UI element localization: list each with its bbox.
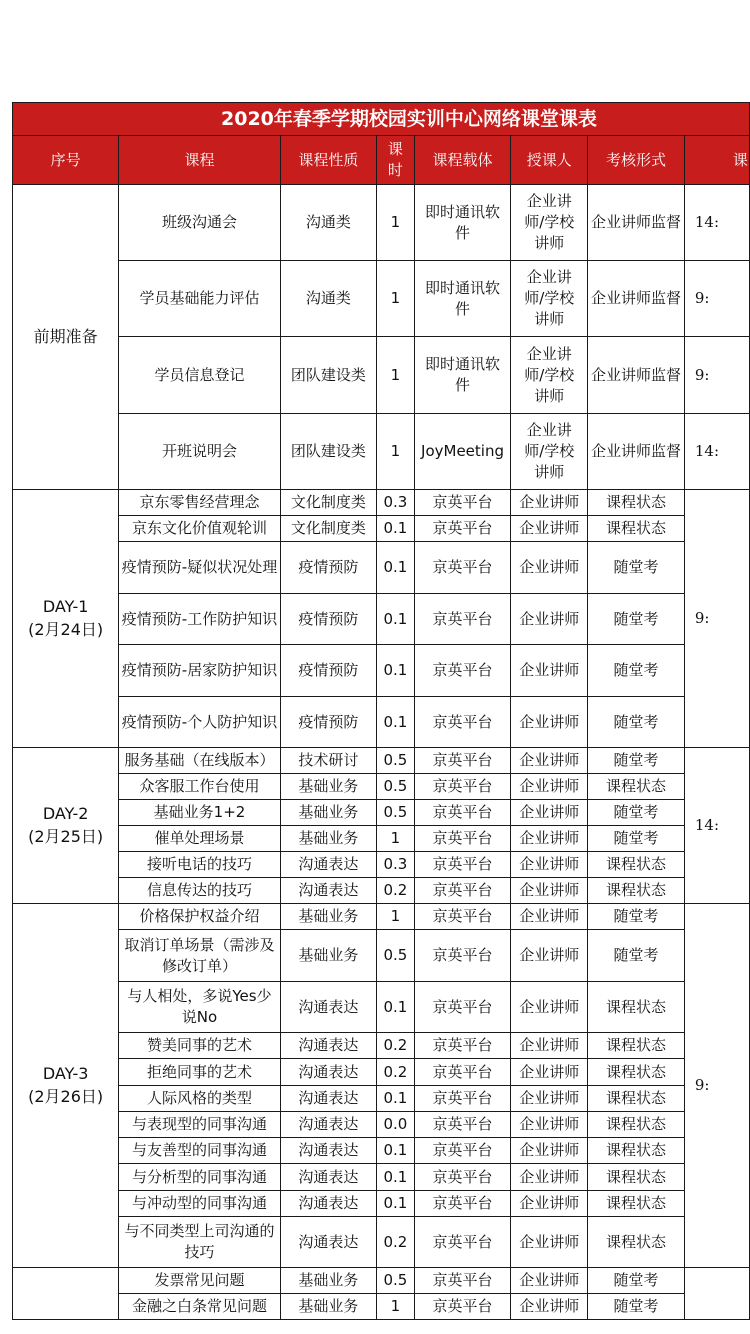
table-row [13, 878, 750, 904]
carrier-cell: 京英平台 [414, 1033, 511, 1059]
teacher-cell: 企业讲师 [511, 542, 588, 594]
exam-cell: 企业讲师监督 [588, 414, 685, 490]
group-label: DAY-3 [42, 1064, 89, 1084]
hours-cell: 0.1 [377, 516, 415, 542]
teacher-cell: 企业讲师 [511, 904, 588, 930]
teacher-cell: 企业讲师 [511, 1059, 588, 1086]
table-row [13, 542, 750, 594]
header-carrier: 课程载体 [414, 136, 511, 185]
group-date: (2月26日) [28, 1086, 104, 1106]
exam-cell: 随堂考 [588, 748, 685, 774]
hours-cell: 0.1 [377, 697, 415, 748]
exam-cell: 课程状态 [588, 878, 685, 904]
group-label: DAY-1 [42, 597, 89, 617]
carrier-cell: 京英平台 [414, 516, 511, 542]
exam-cell: 随堂考 [588, 542, 685, 594]
table-row [13, 774, 750, 800]
teacher-cell: 企业讲师/学校讲师 [511, 185, 588, 261]
course-cell: 京东文化价值观轮训 [119, 516, 280, 542]
exam-cell: 随堂考 [588, 800, 685, 826]
exam-cell: 课程状态 [588, 1217, 685, 1268]
nature-cell: 基础业务 [280, 930, 376, 982]
course-cell: 与分析型的同事沟通 [119, 1164, 280, 1191]
hours-cell: 0.2 [377, 1059, 415, 1086]
nature-cell: 沟通表达 [280, 852, 376, 878]
exam-cell: 随堂考 [588, 826, 685, 852]
exam-cell: 课程状态 [588, 1059, 685, 1086]
teacher-cell: 企业讲师 [511, 852, 588, 878]
carrier-cell: 京英平台 [414, 645, 511, 697]
carrier-cell: 即时通讯软件 [414, 261, 511, 337]
nature-cell: 疫情预防 [280, 697, 376, 748]
group-date: (2月24日) [28, 619, 104, 639]
exam-cell: 随堂考 [588, 1268, 685, 1294]
schedule-table [12, 102, 750, 1320]
course-cell: 金融之白条常见问题 [119, 1294, 280, 1320]
group-label: DAY-2 [42, 804, 89, 824]
group-label-cell [13, 1268, 119, 1320]
table-row [13, 904, 750, 930]
nature-cell: 沟通表达 [280, 1059, 376, 1086]
hours-cell: 0.5 [377, 748, 415, 774]
table-row [13, 1191, 750, 1217]
nature-cell: 文化制度类 [280, 490, 376, 516]
nature-cell: 沟通类 [280, 185, 376, 261]
table-row [13, 1268, 750, 1294]
teacher-cell: 企业讲师 [511, 1112, 588, 1138]
hours-cell: 0.1 [377, 1086, 415, 1112]
nature-cell: 沟通表达 [280, 1112, 376, 1138]
exam-cell: 随堂考 [588, 697, 685, 748]
group-date: (2月25日) [28, 826, 104, 846]
table-row [13, 1033, 750, 1059]
header-course: 课程 [119, 136, 280, 185]
course-cell: 班级沟通会 [119, 185, 280, 261]
carrier-cell: 即时通讯软件 [414, 337, 511, 414]
hours-cell: 0.1 [377, 594, 415, 645]
hours-cell: 0.0 [377, 1112, 415, 1138]
nature-cell: 文化制度类 [280, 516, 376, 542]
carrier-cell: 京英平台 [414, 904, 511, 930]
carrier-cell: 京英平台 [414, 774, 511, 800]
group-label-cell [13, 748, 119, 904]
header-index: 序号 [13, 136, 119, 185]
nature-cell: 基础业务 [280, 774, 376, 800]
course-cell: 基础业务1+2 [119, 800, 280, 826]
teacher-cell: 企业讲师 [511, 1191, 588, 1217]
exam-cell: 随堂考 [588, 930, 685, 982]
group-label-cell [13, 490, 119, 748]
hours-cell: 1 [377, 337, 415, 414]
time-cell [684, 1268, 749, 1320]
nature-cell: 团队建设类 [280, 337, 376, 414]
teacher-cell: 企业讲师 [511, 1033, 588, 1059]
course-cell: 疫情预防-居家防护知识 [119, 645, 280, 697]
exam-cell: 课程状态 [588, 852, 685, 878]
nature-cell: 沟通表达 [280, 1217, 376, 1268]
header-teacher: 授课人 [511, 136, 588, 185]
table-row [13, 185, 750, 261]
nature-cell: 疫情预防 [280, 645, 376, 697]
carrier-cell: 京英平台 [414, 1294, 511, 1320]
carrier-cell: 京英平台 [414, 982, 511, 1033]
course-cell: 疫情预防-工作防护知识 [119, 594, 280, 645]
course-cell: 开班说明会 [119, 414, 280, 490]
nature-cell: 沟通表达 [280, 1086, 376, 1112]
nature-cell: 沟通表达 [280, 982, 376, 1033]
table-row [13, 261, 750, 337]
hours-cell: 0.3 [377, 490, 415, 516]
course-cell: 众客服工作台使用 [119, 774, 280, 800]
carrier-cell: 京英平台 [414, 748, 511, 774]
nature-cell: 沟通表达 [280, 878, 376, 904]
nature-cell: 基础业务 [280, 1268, 376, 1294]
hours-cell: 0.1 [377, 1164, 415, 1191]
table-row [13, 1217, 750, 1268]
table-row [13, 982, 750, 1033]
hours-cell: 1 [377, 826, 415, 852]
table-row [13, 1059, 750, 1086]
course-cell: 服务基础（在线版本） [119, 748, 280, 774]
table-row [13, 516, 750, 542]
carrier-cell: 京英平台 [414, 1191, 511, 1217]
table-row [13, 490, 750, 516]
exam-cell: 随堂考 [588, 904, 685, 930]
table-row [13, 594, 750, 645]
course-cell: 学员信息登记 [119, 337, 280, 414]
carrier-cell: 京英平台 [414, 800, 511, 826]
teacher-cell: 企业讲师 [511, 645, 588, 697]
nature-cell: 沟通表达 [280, 1164, 376, 1191]
carrier-cell: 京英平台 [414, 1164, 511, 1191]
teacher-cell: 企业讲师 [511, 800, 588, 826]
title-row [13, 103, 750, 136]
table-row [13, 1164, 750, 1191]
teacher-cell: 企业讲师 [511, 490, 588, 516]
exam-cell: 企业讲师监督 [588, 337, 685, 414]
hours-cell: 0.1 [377, 982, 415, 1033]
course-cell: 学员基础能力评估 [119, 261, 280, 337]
carrier-cell: 即时通讯软件 [414, 185, 511, 261]
course-cell: 与友善型的同事沟通 [119, 1138, 280, 1164]
teacher-cell: 企业讲师 [511, 697, 588, 748]
exam-cell: 课程状态 [588, 516, 685, 542]
hours-cell: 0.5 [377, 930, 415, 982]
teacher-cell: 企业讲师 [511, 1294, 588, 1320]
carrier-cell: 京英平台 [414, 852, 511, 878]
hours-cell: 0.1 [377, 645, 415, 697]
teacher-cell: 企业讲师 [511, 516, 588, 542]
hours-cell: 1 [377, 261, 415, 337]
group-label-cell [13, 904, 119, 1268]
carrier-cell: JoyMeeting [414, 414, 511, 490]
course-cell: 京东零售经营理念 [119, 490, 280, 516]
time-cell: 14: [684, 748, 749, 904]
table-body [13, 185, 750, 1320]
header-row [13, 136, 750, 185]
nature-cell: 沟通表达 [280, 1138, 376, 1164]
header-time: 课 [684, 136, 749, 185]
course-cell: 人际风格的类型 [119, 1086, 280, 1112]
table-row [13, 337, 750, 414]
table-row [13, 852, 750, 878]
exam-cell: 课程状态 [588, 774, 685, 800]
table-row [13, 414, 750, 490]
exam-cell: 课程状态 [588, 1191, 685, 1217]
hours-cell: 1 [377, 185, 415, 261]
table-row [13, 1294, 750, 1320]
course-cell: 取消订单场景（需涉及修改订单） [119, 930, 280, 982]
exam-cell: 随堂考 [588, 594, 685, 645]
course-cell: 与冲动型的同事沟通 [119, 1191, 280, 1217]
nature-cell: 技术研讨 [280, 748, 376, 774]
nature-cell: 基础业务 [280, 904, 376, 930]
exam-cell: 随堂考 [588, 1294, 685, 1320]
hours-cell: 0.1 [377, 542, 415, 594]
course-cell: 疫情预防-个人防护知识 [119, 697, 280, 748]
header-hours: 课时 [377, 136, 415, 185]
teacher-cell: 企业讲师 [511, 594, 588, 645]
teacher-cell: 企业讲师/学校讲师 [511, 414, 588, 490]
teacher-cell: 企业讲师 [511, 774, 588, 800]
nature-cell: 团队建设类 [280, 414, 376, 490]
nature-cell: 基础业务 [280, 826, 376, 852]
course-cell: 接听电话的技巧 [119, 852, 280, 878]
carrier-cell: 京英平台 [414, 490, 511, 516]
course-cell: 赞美同事的艺术 [119, 1033, 280, 1059]
nature-cell: 沟通类 [280, 261, 376, 337]
exam-cell: 课程状态 [588, 1086, 685, 1112]
exam-cell: 企业讲师监督 [588, 185, 685, 261]
course-cell: 与人相处，多说Yes少说No [119, 982, 280, 1033]
hours-cell: 0.5 [377, 1268, 415, 1294]
carrier-cell: 京英平台 [414, 1217, 511, 1268]
page-title: 2020年春季学期校园实训中心网络课堂课表 [13, 103, 750, 136]
teacher-cell: 企业讲师 [511, 1138, 588, 1164]
carrier-cell: 京英平台 [414, 1138, 511, 1164]
time-cell: 9: [684, 904, 749, 1268]
table-row [13, 697, 750, 748]
carrier-cell: 京英平台 [414, 1059, 511, 1086]
exam-cell: 课程状态 [588, 490, 685, 516]
schedule-sheet [12, 102, 750, 1320]
hours-cell: 0.1 [377, 1138, 415, 1164]
course-cell: 催单处理场景 [119, 826, 280, 852]
hours-cell: 0.2 [377, 878, 415, 904]
carrier-cell: 京英平台 [414, 878, 511, 904]
teacher-cell: 企业讲师/学校讲师 [511, 337, 588, 414]
table-row [13, 1086, 750, 1112]
teacher-cell: 企业讲师 [511, 826, 588, 852]
teacher-cell: 企业讲师 [511, 1164, 588, 1191]
exam-cell: 随堂考 [588, 645, 685, 697]
teacher-cell: 企业讲师 [511, 982, 588, 1033]
teacher-cell: 企业讲师 [511, 1268, 588, 1294]
time-cell: 9: [684, 490, 749, 748]
hours-cell: 1 [377, 904, 415, 930]
header-nature: 课程性质 [280, 136, 376, 185]
hours-cell: 0.5 [377, 800, 415, 826]
table-row [13, 826, 750, 852]
exam-cell: 课程状态 [588, 982, 685, 1033]
hours-cell: 0.5 [377, 774, 415, 800]
carrier-cell: 京英平台 [414, 542, 511, 594]
hours-cell: 1 [377, 1294, 415, 1320]
teacher-cell: 企业讲师 [511, 930, 588, 982]
course-cell: 与表现型的同事沟通 [119, 1112, 280, 1138]
nature-cell: 基础业务 [280, 800, 376, 826]
course-cell: 发票常见问题 [119, 1268, 280, 1294]
course-cell: 价格保护权益介绍 [119, 904, 280, 930]
nature-cell: 疫情预防 [280, 542, 376, 594]
nature-cell: 疫情预防 [280, 594, 376, 645]
nature-cell: 基础业务 [280, 1294, 376, 1320]
teacher-cell: 企业讲师 [511, 878, 588, 904]
teacher-cell: 企业讲师 [511, 1086, 588, 1112]
header-exam: 考核形式 [588, 136, 685, 185]
teacher-cell: 企业讲师 [511, 748, 588, 774]
group-label: 前期准备 [33, 326, 98, 346]
hours-cell: 0.3 [377, 852, 415, 878]
carrier-cell: 京英平台 [414, 594, 511, 645]
nature-cell: 沟通表达 [280, 1191, 376, 1217]
hours-cell: 0.2 [377, 1033, 415, 1059]
nature-cell: 沟通表达 [280, 1033, 376, 1059]
exam-cell: 课程状态 [588, 1138, 685, 1164]
course-cell: 疫情预防-疑似状况处理 [119, 542, 280, 594]
exam-cell: 课程状态 [588, 1164, 685, 1191]
carrier-cell: 京英平台 [414, 697, 511, 748]
exam-cell: 企业讲师监督 [588, 261, 685, 337]
exam-cell: 课程状态 [588, 1112, 685, 1138]
table-row [13, 800, 750, 826]
table-row [13, 1112, 750, 1138]
table-row [13, 645, 750, 697]
time-cell: 14: [684, 414, 749, 490]
carrier-cell: 京英平台 [414, 1086, 511, 1112]
table-row [13, 930, 750, 982]
course-cell: 拒绝同事的艺术 [119, 1059, 280, 1086]
time-cell: 9: [684, 261, 749, 337]
carrier-cell: 京英平台 [414, 1112, 511, 1138]
table-row [13, 1138, 750, 1164]
carrier-cell: 京英平台 [414, 826, 511, 852]
hours-cell: 0.2 [377, 1217, 415, 1268]
table-row [13, 748, 750, 774]
course-cell: 信息传达的技巧 [119, 878, 280, 904]
teacher-cell: 企业讲师/学校讲师 [511, 261, 588, 337]
time-cell: 9: [684, 337, 749, 414]
course-cell: 与不同类型上司沟通的技巧 [119, 1217, 280, 1268]
time-cell: 14: [684, 185, 749, 261]
exam-cell: 课程状态 [588, 1033, 685, 1059]
group-label-cell [13, 185, 119, 490]
carrier-cell: 京英平台 [414, 1268, 511, 1294]
hours-cell: 0.1 [377, 1191, 415, 1217]
hours-cell: 1 [377, 414, 415, 490]
teacher-cell: 企业讲师 [511, 1217, 588, 1268]
carrier-cell: 京英平台 [414, 930, 511, 982]
